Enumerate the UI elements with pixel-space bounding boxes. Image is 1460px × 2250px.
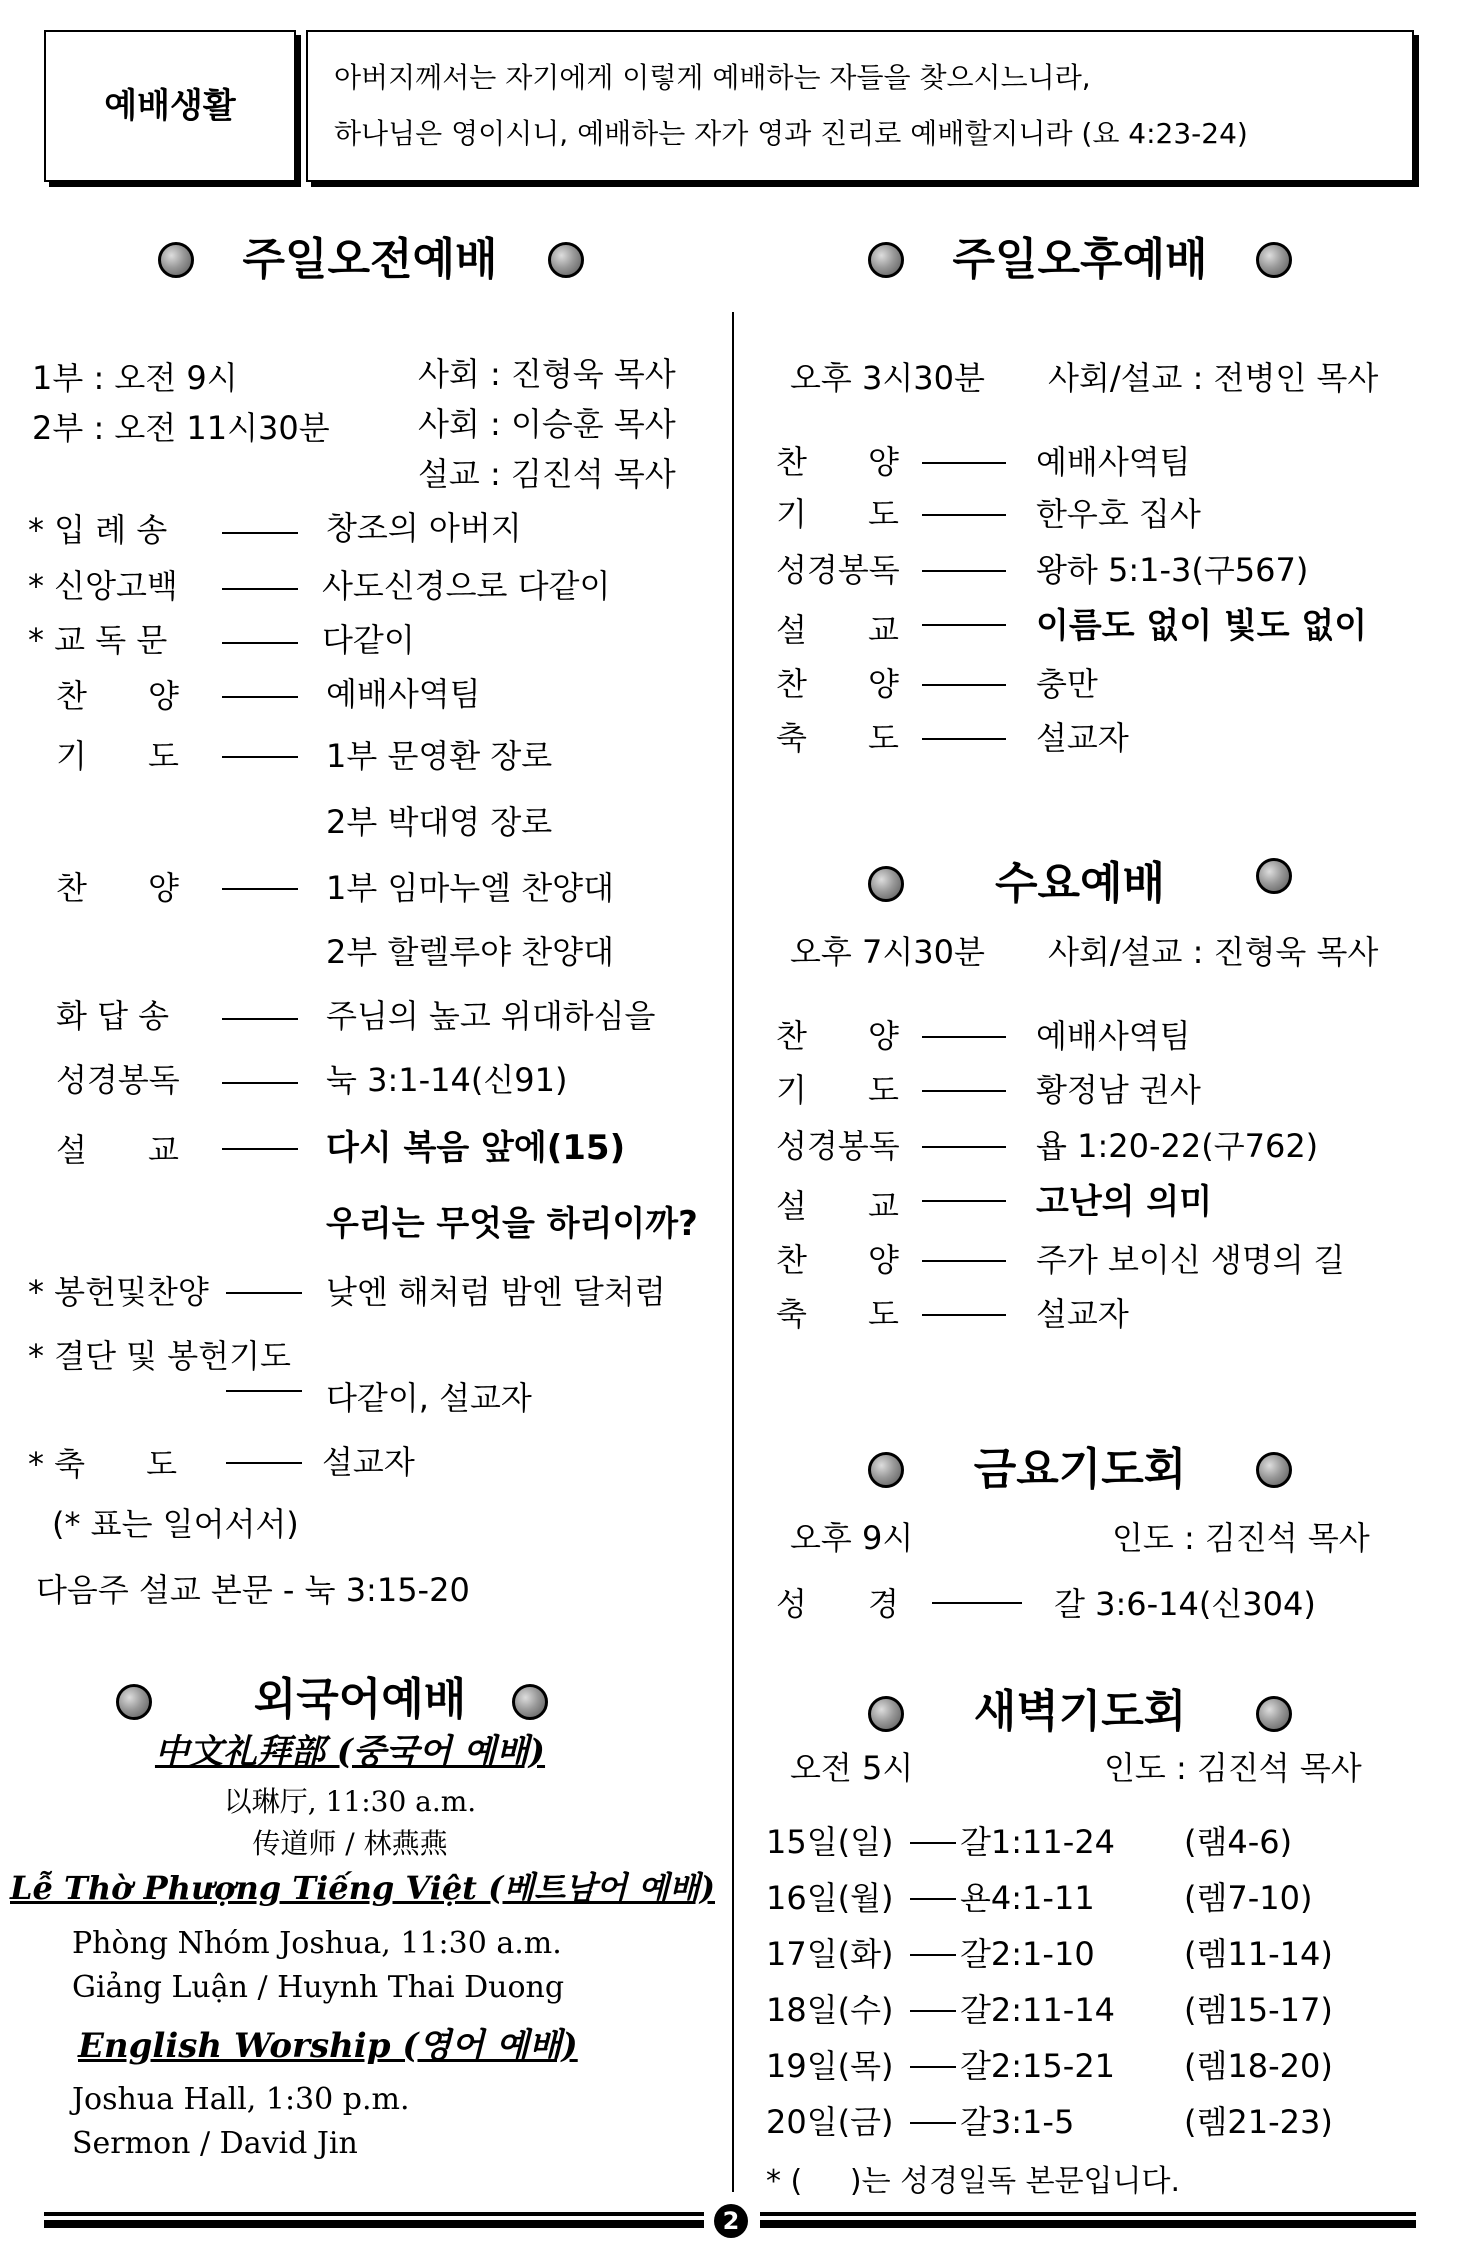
morning-value: 2부 할렐루야 찬양대 — [326, 933, 614, 971]
separator-dash — [222, 1018, 298, 1020]
english-worship-place: Joshua Hall, 1:30 p.m. — [72, 2082, 410, 2117]
dawn-day: 19일(목) — [766, 2047, 894, 2085]
header-verse-box — [306, 30, 1414, 182]
separator-dash — [922, 1090, 1006, 1092]
dawn-reading: (렘7-10) — [1184, 1879, 1313, 1917]
separator-dash — [922, 624, 1006, 626]
bullet-icon — [1256, 858, 1292, 894]
dawn-reference: 갈1:11-24 — [960, 1823, 1116, 1861]
afternoon-label: 찬 양 — [776, 665, 899, 703]
dawn-time: 오전 5시 — [790, 1749, 914, 1787]
bullet-icon — [868, 242, 904, 278]
morning-sermon-title: 다시 복음 앞에(15) — [326, 1128, 626, 1168]
bullet-icon — [1256, 1696, 1292, 1732]
header-verse-line2: 하나님은 영이시니, 예배하는 자가 영과 진리로 예배할지니라 (요 4:23-24) — [334, 117, 1248, 150]
afternoon-label: 설 교 — [776, 611, 899, 649]
dawn-reading: (렘11-14) — [1184, 1935, 1333, 1973]
morning-preacher: 설교 : 김진석 목사 — [418, 455, 676, 493]
morning-value: 1부 문영환 장로 — [326, 737, 553, 775]
next-sermon: 다음주 설교 본문 - 눅 3:15-20 — [36, 1571, 470, 1609]
morning-part2: 2부 : 오전 11시30분 — [32, 409, 330, 447]
wednesday-sermon-title: 고난의 의미 — [1036, 1182, 1213, 1222]
separator-dash — [922, 684, 1006, 686]
wednesday-label: 축 도 — [776, 1295, 899, 1333]
separator-dash — [910, 2010, 956, 2012]
bullet-icon — [868, 1452, 904, 1488]
morning-note: (* 표는 일어서서) — [52, 1505, 299, 1543]
separator-dash — [222, 888, 298, 890]
morning-value: 다같이, 설교자 — [326, 1379, 532, 1417]
wednesday-value: 예배사역팀 — [1036, 1017, 1191, 1055]
separator-dash — [222, 588, 298, 590]
page-number: 2 — [714, 2204, 748, 2238]
morning-label: * 축 도 — [28, 1445, 178, 1483]
separator-dash — [222, 1148, 298, 1150]
separator-dash — [226, 1390, 302, 1392]
morning-label: 설 교 — [56, 1131, 179, 1169]
bullet-icon — [1256, 1452, 1292, 1488]
morning-value: 주님의 높고 위대하심을 — [326, 997, 656, 1035]
footer-rule-right — [760, 2220, 1416, 2228]
separator-dash — [222, 756, 298, 758]
dawn-reading: (렘18-20) — [1184, 2047, 1333, 2085]
morning-value: 사도신경으로 다같이 — [322, 567, 611, 605]
dawn-day: 20일(금) — [766, 2103, 894, 2141]
morning-label: 성경봉독 — [56, 1061, 180, 1099]
morning-value: 창조의 아버지 — [326, 509, 522, 547]
morning-label: * 신앙고백 — [28, 567, 178, 605]
morning-label: 기 도 — [56, 737, 179, 775]
dawn-note: * ( )는 성경일독 본문입니다. — [766, 2164, 1181, 2199]
footer-rule-left — [44, 2220, 704, 2228]
dawn-reference: 갈2:11-14 — [960, 1991, 1116, 2029]
morning-label: 찬 양 — [56, 677, 179, 715]
afternoon-value: 충만 — [1036, 665, 1098, 703]
wednesday-value: 황정남 권사 — [1036, 1071, 1201, 1109]
separator-dash — [222, 532, 298, 534]
wednesday-label: 성경봉독 — [776, 1127, 900, 1165]
chinese-worship-title: 中文礼拜部 (중국어 예배) — [154, 1732, 546, 1772]
separator-dash — [932, 1602, 1022, 1604]
separator-dash — [910, 2122, 956, 2124]
dawn-title: 새벽기도회 — [973, 1686, 1187, 1737]
vietnamese-worship-place: Phòng Nhóm Joshua, 11:30 a.m. — [72, 1926, 562, 1961]
wednesday-time: 오후 7시30분 — [790, 933, 985, 971]
friday-title: 금요기도회 — [973, 1444, 1187, 1495]
footer-rule-left — [44, 2212, 704, 2216]
bullet-icon — [158, 242, 194, 278]
separator-dash — [226, 1462, 302, 1464]
separator-dash — [222, 642, 298, 644]
afternoon-label: 기 도 — [776, 495, 899, 533]
dawn-reference: 갈3:1-5 — [960, 2103, 1075, 2141]
morning-sermon-subtitle: 우리는 무엇을 하리이까? — [326, 1204, 698, 1244]
afternoon-label: 성경봉독 — [776, 551, 900, 589]
bullet-icon — [548, 242, 584, 278]
afternoon-label: 축 도 — [776, 719, 899, 757]
wednesday-title: 수요예배 — [994, 858, 1165, 909]
wednesday-value: 욥 1:20-22(구762) — [1036, 1127, 1319, 1165]
bullet-icon — [116, 1684, 152, 1720]
morning-label: 화 답 송 — [56, 997, 170, 1035]
dawn-day: 18일(수) — [766, 1991, 894, 2029]
afternoon-value: 왕하 5:1-3(구567) — [1036, 551, 1309, 589]
friday-leader: 인도 : 김진석 목사 — [1112, 1519, 1370, 1557]
chinese-worship-place: 以琳厅, 11:30 a.m. — [223, 1785, 477, 1818]
separator-dash — [922, 570, 1006, 572]
morning-title: 주일오전예배 — [242, 234, 498, 285]
morning-value: 낮엔 해처럼 밤엔 달처럼 — [326, 1273, 666, 1311]
dawn-day: 16일(월) — [766, 1879, 894, 1917]
separator-dash — [922, 1314, 1006, 1316]
separator-dash — [922, 738, 1006, 740]
english-worship-title: English Worship (영어 예배) — [78, 2026, 578, 2066]
dawn-reference: 욘4:1-11 — [960, 1879, 1095, 1917]
morning-part1: 1부 : 오전 9시 — [32, 359, 238, 397]
separator-dash — [922, 514, 1006, 516]
dawn-leader: 인도 : 김진석 목사 — [1104, 1749, 1362, 1787]
dawn-day: 15일(일) — [766, 1823, 894, 1861]
afternoon-value: 예배사역팀 — [1036, 443, 1191, 481]
morning-value: 예배사역팀 — [326, 675, 481, 713]
morning-label: 찬 양 — [56, 869, 179, 907]
bullet-icon — [868, 866, 904, 902]
dawn-reading: (램4-6) — [1184, 1823, 1293, 1861]
footer-rule-right — [760, 2212, 1416, 2216]
vietnamese-worship-title: Lễ Thờ Phượng Tiếng Việt (베트남어 예배) — [10, 1869, 715, 1907]
separator-dash — [910, 2066, 956, 2068]
dawn-reading: (렘15-17) — [1184, 1991, 1333, 2029]
dawn-reference: 갈2:15-21 — [960, 2047, 1116, 2085]
morning-label: * 입 례 송 — [28, 511, 168, 549]
afternoon-label: 찬 양 — [776, 443, 899, 481]
english-worship-preacher: Sermon / David Jin — [72, 2126, 358, 2161]
wednesday-label: 기 도 — [776, 1071, 899, 1109]
morning-label: * 결단 및 봉헌기도 — [28, 1337, 291, 1375]
bullet-icon — [868, 1696, 904, 1732]
morning-value: 눅 3:1-14(신91) — [326, 1061, 568, 1099]
separator-dash — [922, 462, 1006, 464]
friday-scripture: 갈 3:6-14(신304) — [1054, 1585, 1316, 1623]
separator-dash — [910, 1954, 956, 1956]
separator-dash — [226, 1292, 302, 1294]
afternoon-value: 설교자 — [1036, 719, 1129, 757]
morning-label: * 교 독 문 — [28, 621, 168, 659]
bullet-icon — [512, 1684, 548, 1720]
wednesday-host: 사회/설교 : 진형욱 목사 — [1048, 933, 1379, 971]
dawn-reading: (렘21-23) — [1184, 2103, 1333, 2141]
column-divider — [732, 312, 734, 2192]
afternoon-value: 한우호 집사 — [1036, 495, 1201, 533]
friday-time: 오후 9시 — [790, 1519, 914, 1557]
separator-dash — [910, 1898, 956, 1900]
separator-dash — [910, 1842, 956, 1844]
vietnamese-worship-preacher: Giảng Luận / Huynh Thai Duong — [72, 1970, 565, 2005]
wednesday-value: 설교자 — [1036, 1295, 1129, 1333]
separator-dash — [922, 1036, 1006, 1038]
morning-value: 설교자 — [322, 1443, 415, 1481]
foreign-title: 외국어예배 — [253, 1674, 467, 1725]
wednesday-label: 찬 양 — [776, 1241, 899, 1279]
separator-dash — [222, 696, 298, 698]
afternoon-time: 오후 3시30분 — [790, 359, 985, 397]
bullet-icon — [1256, 242, 1292, 278]
chinese-worship-preacher: 传道师 / 林燕燕 — [252, 1827, 448, 1860]
friday-label: 성 경 — [776, 1585, 899, 1623]
dawn-reference: 갈2:1-10 — [960, 1935, 1095, 1973]
separator-dash — [922, 1146, 1006, 1148]
morning-value: 다같이 — [322, 621, 415, 659]
morning-label: * 봉헌및찬양 — [28, 1273, 209, 1311]
afternoon-sermon-title: 이름도 없이 빛도 없이 — [1036, 606, 1368, 646]
separator-dash — [222, 1082, 298, 1084]
morning-value: 2부 박대영 장로 — [326, 803, 553, 841]
header-verse-line1: 아버지께서는 자기에게 이렇게 예배하는 자들을 찾으시느니라, — [334, 61, 1091, 94]
morning-host1: 사회 : 진형욱 목사 — [418, 355, 676, 393]
header-label: 예배생활 — [104, 86, 236, 126]
afternoon-host: 사회/설교 : 전병인 목사 — [1048, 359, 1379, 397]
separator-dash — [922, 1200, 1006, 1202]
morning-value: 1부 임마누엘 찬양대 — [326, 869, 614, 907]
wednesday-value: 주가 보이신 생명의 길 — [1036, 1241, 1345, 1279]
separator-dash — [922, 1260, 1006, 1262]
wednesday-label: 설 교 — [776, 1187, 899, 1225]
morning-host2: 사회 : 이승훈 목사 — [418, 405, 676, 443]
dawn-day: 17일(화) — [766, 1935, 894, 1973]
afternoon-title: 주일오후예배 — [952, 234, 1208, 285]
wednesday-label: 찬 양 — [776, 1017, 899, 1055]
